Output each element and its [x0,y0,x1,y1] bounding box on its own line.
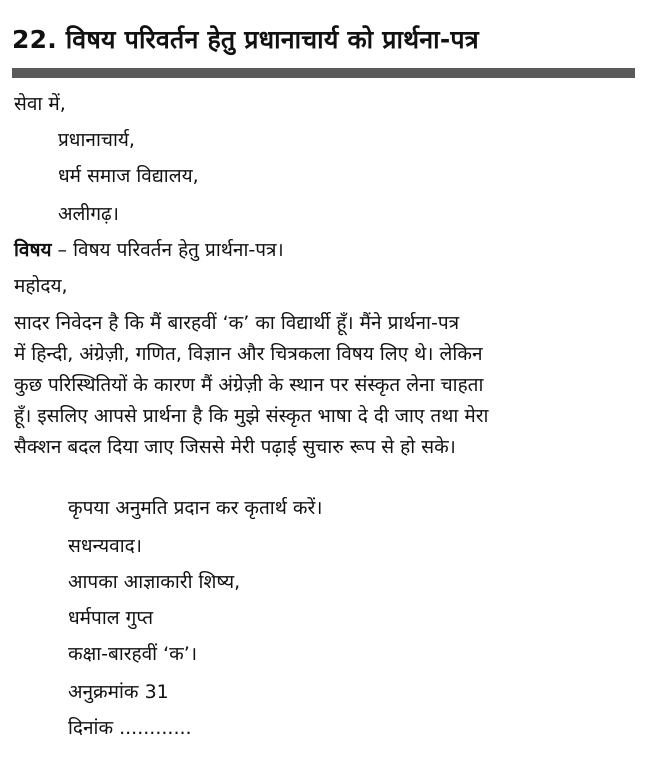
sender-name: धर्मपाल गुप्त [68,607,154,629]
date-line: दिनांक ............ [68,717,192,739]
address-line-1: प्रधानाचार्य, [58,129,135,151]
body-line: सैक्शन बदल दिया जाए जिससे मेरी पढ़ाई सुचारु रूप से हो सके। [14,436,456,458]
body-line: कुछ परिस्थितियों के कारण मैं अंग्रेज़ी के स्थान पर संस्कृत लेना चाहता [14,374,484,396]
letter-body [14,308,640,463]
address-salutation: सेवा में, [14,93,66,115]
closing-request: कृपया अनुमति प्रदान कर कृतार्थ करें। [68,497,323,519]
body-line: में हिन्दी, अंग्रेज़ी, गणित, विज्ञान और चित्रकला विषय लिए थे। लेकिन [14,343,483,365]
subject-text: – विषय परिवर्तन हेतु प्रार्थना-पत्र। [57,239,284,261]
sender-class: कक्षा-बारहवीं ‘क’। [68,643,198,665]
subject-label: विषय [14,239,52,261]
closing-thanks: सधन्यवाद। [68,535,142,557]
greeting: महोदय, [14,275,68,297]
page-title: 22. विषय परिवर्तन हेतु प्रधानाचार्य को प्रार्थना-पत्र [12,25,479,54]
address-line-3: अलीगढ़। [58,203,119,225]
heading-rule [12,68,635,78]
roll-number: अनुक्रमांक 31 [68,681,169,703]
body-line: हूँ। इसलिए आपसे प्रार्थना है कि मुझे संस्कृत भाषा दे दी जाए तथा मेरा [14,405,489,427]
body-line: सादर निवेदन है कि मैं बारहवीं ‘क’ का विद्यार्थी हूँ। मैंने प्रार्थना-पत्र [14,312,460,334]
subject-line [14,238,284,262]
address-line-2: धर्म समाज विद्यालय, [58,165,199,187]
closing-sign-off: आपका आज्ञाकारी शिष्य, [68,571,241,593]
